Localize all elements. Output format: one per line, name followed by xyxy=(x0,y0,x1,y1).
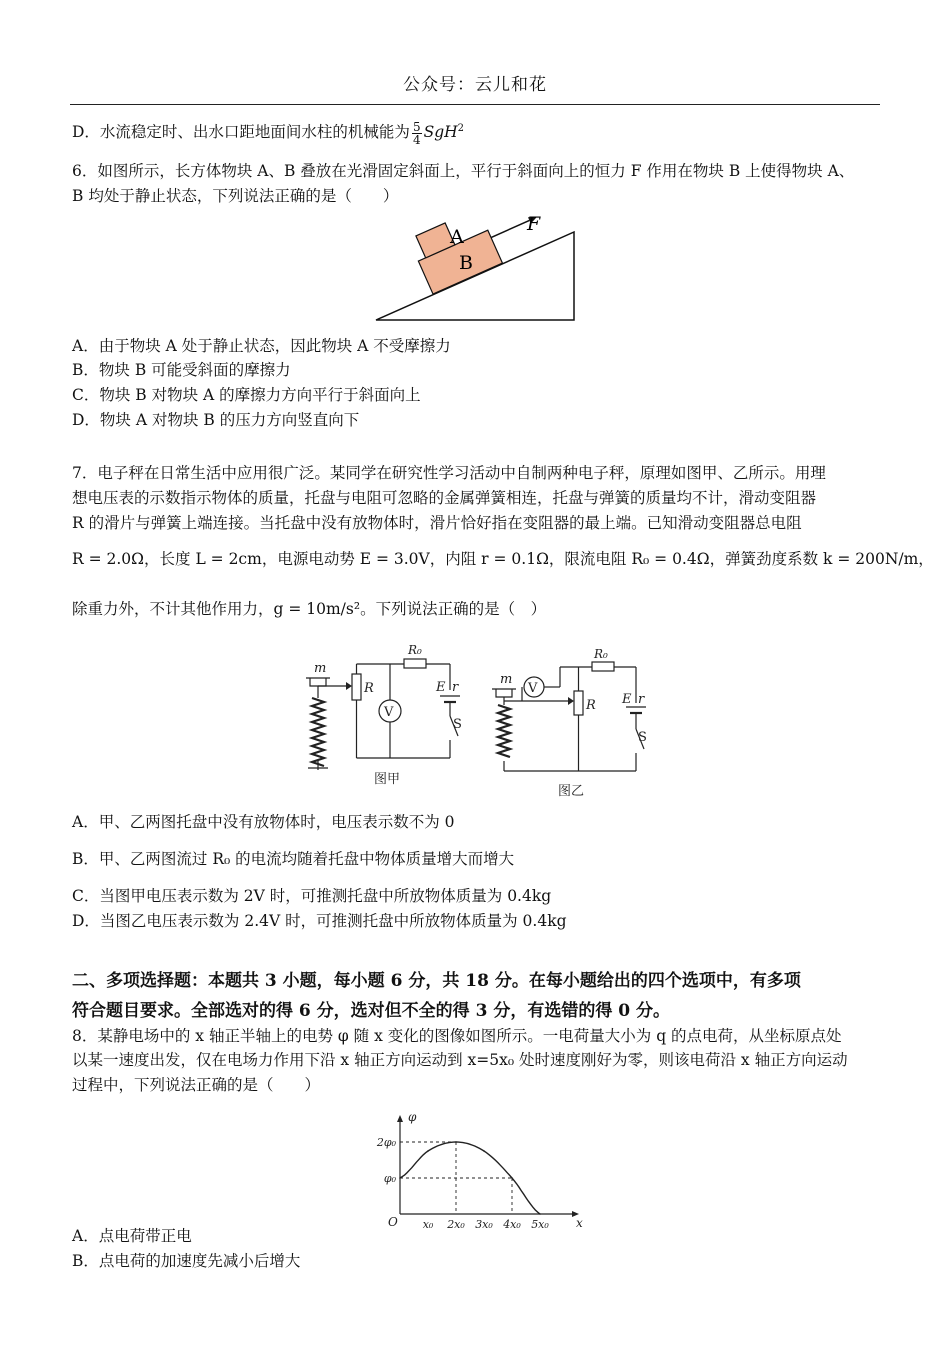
q7-circuit-yi xyxy=(488,645,658,800)
section2-heading-line1: 二、多项选择题：本题共 3 小题，每小题 6 分，共 18 分。在每小题给出的四个选项中，有多项 xyxy=(72,971,801,991)
q6-stem-line1: 6．如图所示，长方体物块 A、B 叠放在光滑固定斜面上，平行于斜面向上的恒力 F 作用在物块 B 上使得物块 A、 xyxy=(72,162,855,180)
origin-label: O xyxy=(388,1215,398,1229)
q6-option-a: A．由于物块 A 处于静止状态，因此物块 A 不受摩擦力 xyxy=(72,337,451,355)
q5-expr: SgH xyxy=(423,123,458,141)
jia-label-r: R xyxy=(364,681,374,696)
jia-tray xyxy=(306,678,330,686)
q8-potential-chart xyxy=(352,1102,582,1237)
q6-option-d: D．物块 A 对物块 B 的压力方向竖直向下 xyxy=(72,411,360,429)
yi-label-r: R xyxy=(586,698,596,713)
force-arrow xyxy=(491,220,529,237)
jia-caption: 图甲 xyxy=(374,772,401,787)
q5-fraction xyxy=(412,121,422,146)
q7-stem-line1: 7．电子秤在日常生活中应用很广泛。某同学在研究性学习活动中自制两种电子秤，原理如图甲、乙所示。用理 xyxy=(72,464,826,482)
q7-stem-line2: 想电压表的示数指示物体的质量，托盘与电阻可忽略的金属弹簧相连，托盘与弹簧的质量均不计，滑动变阻器 xyxy=(72,489,817,507)
q8-stem-line2: 以某一速度出发，仅在电场力作用下沿 x 轴正方向运动到 x=5x₀ 处时速度刚好为零，则该电荷沿 x 轴正方向运动 xyxy=(72,1051,848,1069)
data-point-4 xyxy=(511,1177,513,1179)
yi-label-r-int: r xyxy=(638,692,645,707)
yi-spring xyxy=(498,705,510,757)
q8-option-b: B．点电荷的加速度先减小后增大 xyxy=(72,1252,301,1270)
label-f: F xyxy=(527,213,541,235)
yi-r0 xyxy=(592,662,614,671)
q7-stem-line5: 除重力外，不计其他作用力，g = 10m/s²。下列说法正确的是（ ） xyxy=(72,600,547,618)
yi-label-e: E xyxy=(622,692,632,707)
q7-circuit-jia xyxy=(300,640,475,790)
q5-exp: 2 xyxy=(457,122,465,134)
y-tick-label-2phi0: 2φ₀ xyxy=(376,1136,396,1149)
x-tick-label-5: 5x₀ xyxy=(531,1218,549,1231)
jia-label-r0: R₀ xyxy=(408,643,422,657)
q5-frac-den: 4 xyxy=(412,132,421,147)
jia-label-m: m xyxy=(314,661,327,676)
yi-label-r0: R₀ xyxy=(594,647,608,661)
label-b: B xyxy=(459,252,473,274)
data-point-2 xyxy=(455,1141,457,1143)
blocks-group xyxy=(409,188,549,294)
jia-label-e: E xyxy=(436,680,446,695)
yi-rheostat xyxy=(574,691,583,715)
q5-frac-num: 5 xyxy=(412,119,421,134)
data-point-1 xyxy=(427,1150,429,1152)
q6-option-b: B．物块 B 可能受斜面的摩擦力 xyxy=(72,361,291,379)
q7-option-d: D．当图乙电压表示数为 2.4V 时，可推测托盘中所放物体质量为 0.4kg xyxy=(72,912,567,930)
q8-option-a: A．点电荷带正电 xyxy=(72,1227,192,1245)
x-tick-label-1: x₀ xyxy=(422,1218,434,1231)
data-point-5 xyxy=(539,1213,541,1215)
x-axis-label: x xyxy=(576,1216,583,1230)
yi-label-m: m xyxy=(500,672,513,687)
q6-option-c: C．物块 B 对物块 A 的摩擦力方向平行于斜面向上 xyxy=(72,386,421,404)
q6-incline-figure xyxy=(370,210,585,325)
jia-label-s: S xyxy=(453,717,462,732)
q5-option-d-text: D．水流稳定时、出水口距地面间水柱的机械能为 xyxy=(72,123,410,141)
data-point-3 xyxy=(483,1150,485,1152)
q6-stem-line2: B 均处于静止状态，下列说法正确的是（ ） xyxy=(72,187,399,205)
page-header: 公众号：云儿和花 xyxy=(403,75,547,95)
jia-rheostat xyxy=(352,674,361,700)
yi-label-v: V xyxy=(528,681,538,696)
q7-option-b: B．甲、乙两图流过 R₀ 的电流均随着托盘中物体质量增大而增大 xyxy=(72,850,515,868)
header-rule xyxy=(70,104,880,105)
y-tick-label-phi0: φ₀ xyxy=(383,1172,396,1185)
jia-label-v: V xyxy=(384,705,394,720)
q8-stem-line1: 8．某静电场中的 x 轴正半轴上的电势 φ 随 x 变化的图像如图所示。一电荷量大小为 q 的点电荷，从坐标原点处 xyxy=(72,1027,842,1045)
jia-r0 xyxy=(404,659,426,668)
q8-stem-line3: 过程中，下列说法正确的是（ ） xyxy=(72,1076,321,1094)
label-a: A xyxy=(450,226,464,248)
data-point-0 xyxy=(399,1177,401,1179)
yi-tray xyxy=(492,689,516,697)
x-tick-label-2: 2x₀ xyxy=(447,1218,465,1231)
yi-caption: 图乙 xyxy=(558,784,585,799)
x-tick-label-4: 4x₀ xyxy=(503,1218,521,1231)
q7-option-a: A．甲、乙两图托盘中没有放物体时，电压表示数不为 0 xyxy=(72,813,455,831)
q7-stem-line4: R = 2.0Ω，长度 L = 2cm，电源电动势 E = 3.0V，内阻 r = 0.1Ω，限流电阻 R₀ = 0.4Ω，弹簧劲度系数 k = 200N/m， xyxy=(72,550,934,568)
section2-heading-line2: 符合题目要求。全部选对的得 6 分，选对但不全的得 3 分，有选错的得 0 分。 xyxy=(72,1001,670,1021)
q7-stem-line3: R 的滑片与弹簧上端连接。当托盘中没有放物体时，滑片恰好指在变阻器的最上端。已知滑动变阻器总电阻 xyxy=(72,514,802,532)
x-tick-label-3: 3x₀ xyxy=(475,1218,493,1231)
jia-spring xyxy=(312,698,324,766)
q5-option-d xyxy=(72,120,464,146)
q7-option-c: C．当图甲电压表示数为 2V 时，可推测托盘中所放物体质量为 0.4kg xyxy=(72,887,552,905)
y-axis-label: φ xyxy=(408,1110,417,1124)
y-axis-arrow xyxy=(397,1115,403,1122)
yi-label-s: S xyxy=(638,730,647,745)
jia-label-r-int: r xyxy=(452,680,459,695)
